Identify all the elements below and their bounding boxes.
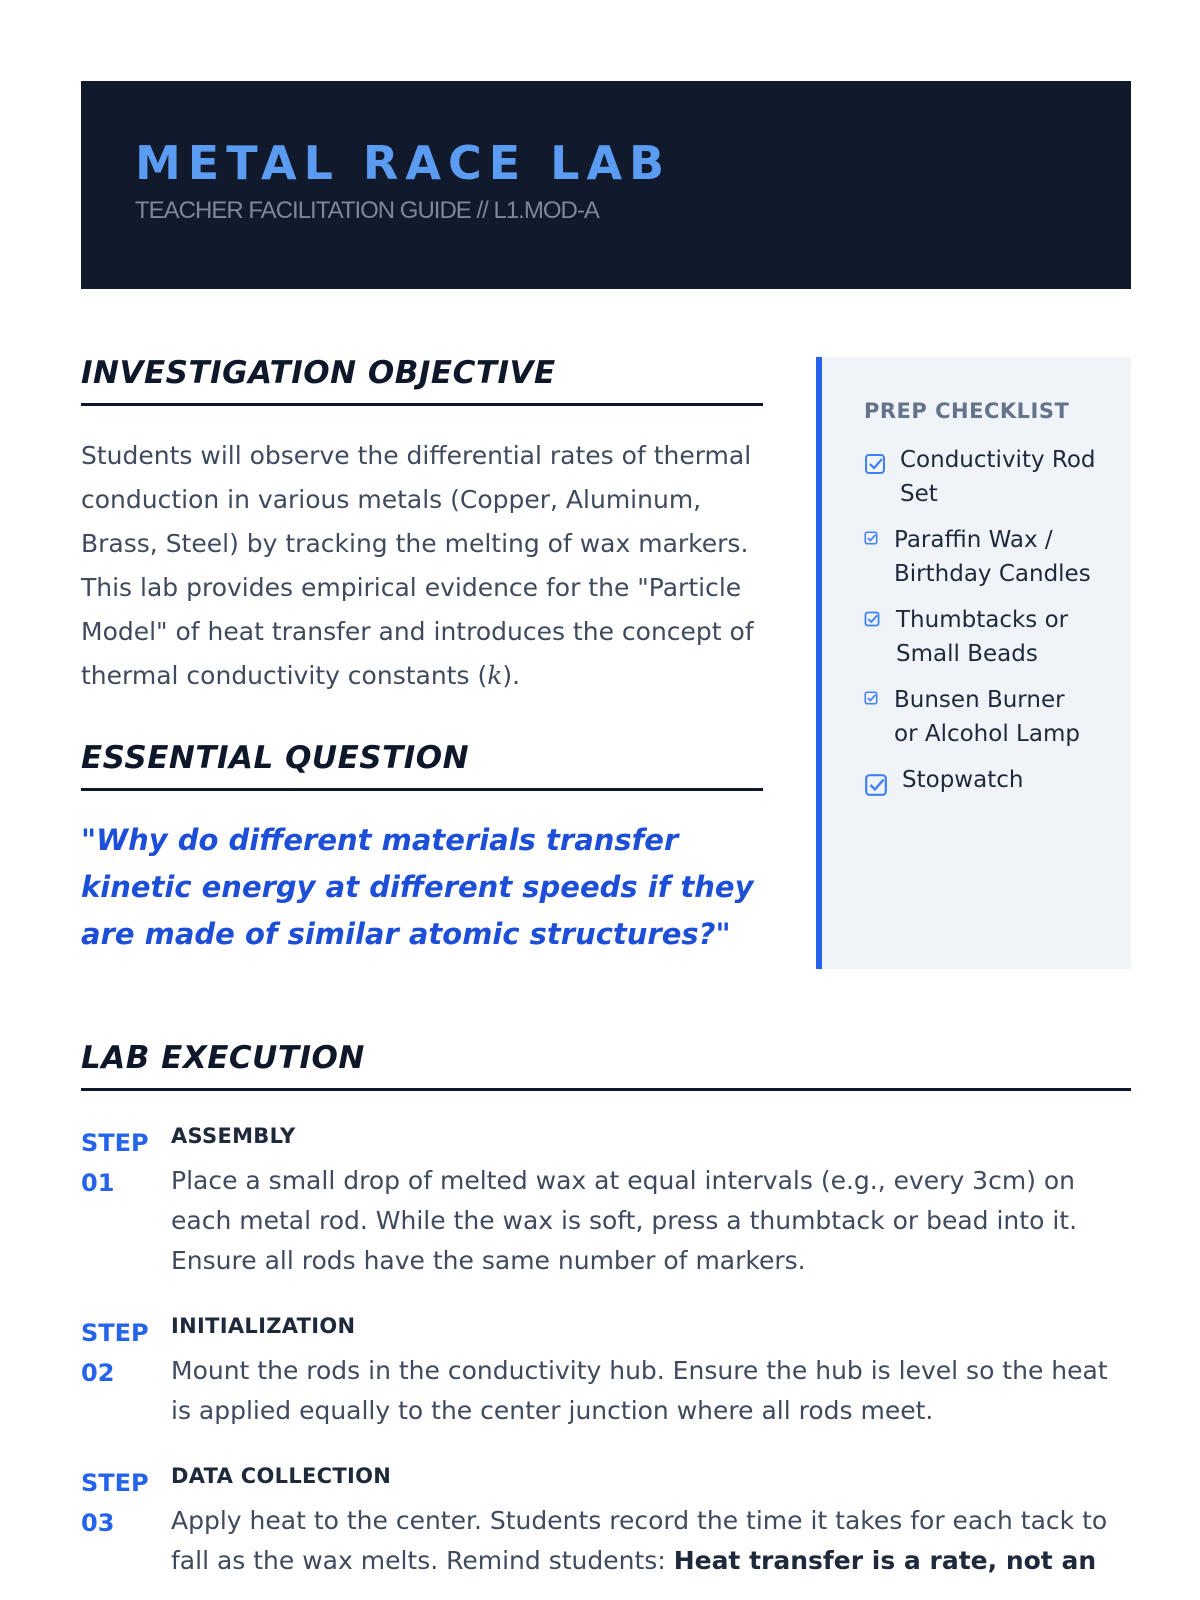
- execution-heading: LAB EXECUTION: [81, 1040, 1131, 1091]
- main-column: [81, 355, 763, 958]
- step-index: 01: [81, 1169, 115, 1197]
- step-title: DATA COLLECTION: [171, 1464, 392, 1488]
- checkbox-checked-icon: [864, 691, 878, 705]
- checklist-item-label: Conductivity Rod Set: [900, 447, 1096, 507]
- checkbox-checked-icon: [864, 531, 878, 545]
- step-item: [81, 1311, 1131, 1431]
- checkbox-checked-icon: [864, 773, 888, 797]
- step-title: ASSEMBLY: [171, 1124, 296, 1148]
- checklist-heading: PREP CHECKLIST: [864, 399, 1070, 423]
- lab-execution-section: [81, 1040, 1131, 1581]
- step-description: Mount the rods in the conductivity hub. Ensure the hub is level so the heat is applied equally to the center junction where all rods meet.: [171, 1356, 1108, 1425]
- step-number: [81, 1313, 171, 1431]
- step-description: Place a small drop of melted wax at equal intervals (e.g., every 3cm) on each metal rod. While the wax is soft, press a thumbtack or bead into it. Ensure all rods have the same number of markers.: [171, 1166, 1078, 1275]
- step-number: [81, 1123, 171, 1281]
- checklist: [864, 443, 1131, 797]
- page-title: METAL RACE LAB: [135, 136, 672, 190]
- step-body: [171, 1311, 1131, 1431]
- step-prefix: STEP: [81, 1129, 149, 1157]
- checklist-item-label: Paraffin Wax / Birthday Candles: [894, 527, 1091, 587]
- essential-question: "Why do different materials transfer kinetic energy at different speeds if they are made of similar atomic structures?": [81, 823, 754, 951]
- step-description: [171, 1501, 1131, 1581]
- objective-text: [81, 434, 763, 698]
- page-subtitle: TEACHER FACILITATION GUIDE // L1.MOD-A: [135, 197, 599, 224]
- checklist-item: [864, 523, 1131, 591]
- step-index: 02: [81, 1359, 115, 1387]
- checklist-item: [864, 603, 1131, 671]
- page-header: [81, 81, 1131, 289]
- step-title: INITIALIZATION: [171, 1314, 356, 1338]
- objective-heading: INVESTIGATION OBJECTIVE: [81, 355, 763, 406]
- checkbox-checked-icon: [864, 453, 886, 475]
- step-index: 03: [81, 1509, 115, 1537]
- step-body: [171, 1461, 1131, 1581]
- checklist-item: [864, 443, 1131, 511]
- conductivity-symbol: k: [487, 661, 503, 690]
- checklist-item: [864, 763, 1131, 797]
- prep-checklist-panel: [816, 357, 1131, 969]
- checklist-item-label: Stopwatch: [902, 767, 1024, 793]
- checklist-item-label: Thumbtacks or Small Beads: [896, 607, 1069, 667]
- step-body: [171, 1121, 1131, 1281]
- step-number: [81, 1463, 171, 1581]
- step-prefix: STEP: [81, 1319, 149, 1347]
- step-item: [81, 1121, 1131, 1281]
- step-description-text: Apply heat to the center. Students record the time it takes for each tack to fall as the wax melts. Remind students:: [171, 1506, 1108, 1575]
- objective-text-body: Students will observe the differential rates of thermal conduction in various metals (Copper, Aluminum, Brass, Steel) by tracking the melting of wax markers. This lab provides empirical evidence for the "Particle Model" of heat transfer and introduces the concept of thermal conductivity constants (: [81, 441, 754, 690]
- step-prefix: STEP: [81, 1469, 149, 1497]
- question-heading: ESSENTIAL QUESTION: [81, 740, 763, 791]
- step-emphasis: Heat transfer is a rate, not an: [673, 1546, 1097, 1575]
- objective-text-end: ).: [502, 661, 521, 690]
- checkbox-checked-icon: [864, 611, 880, 627]
- step-item: [81, 1461, 1131, 1581]
- checklist-item-label: Bunsen Burner or Alcohol Lamp: [894, 687, 1080, 747]
- checklist-item: [864, 683, 1131, 751]
